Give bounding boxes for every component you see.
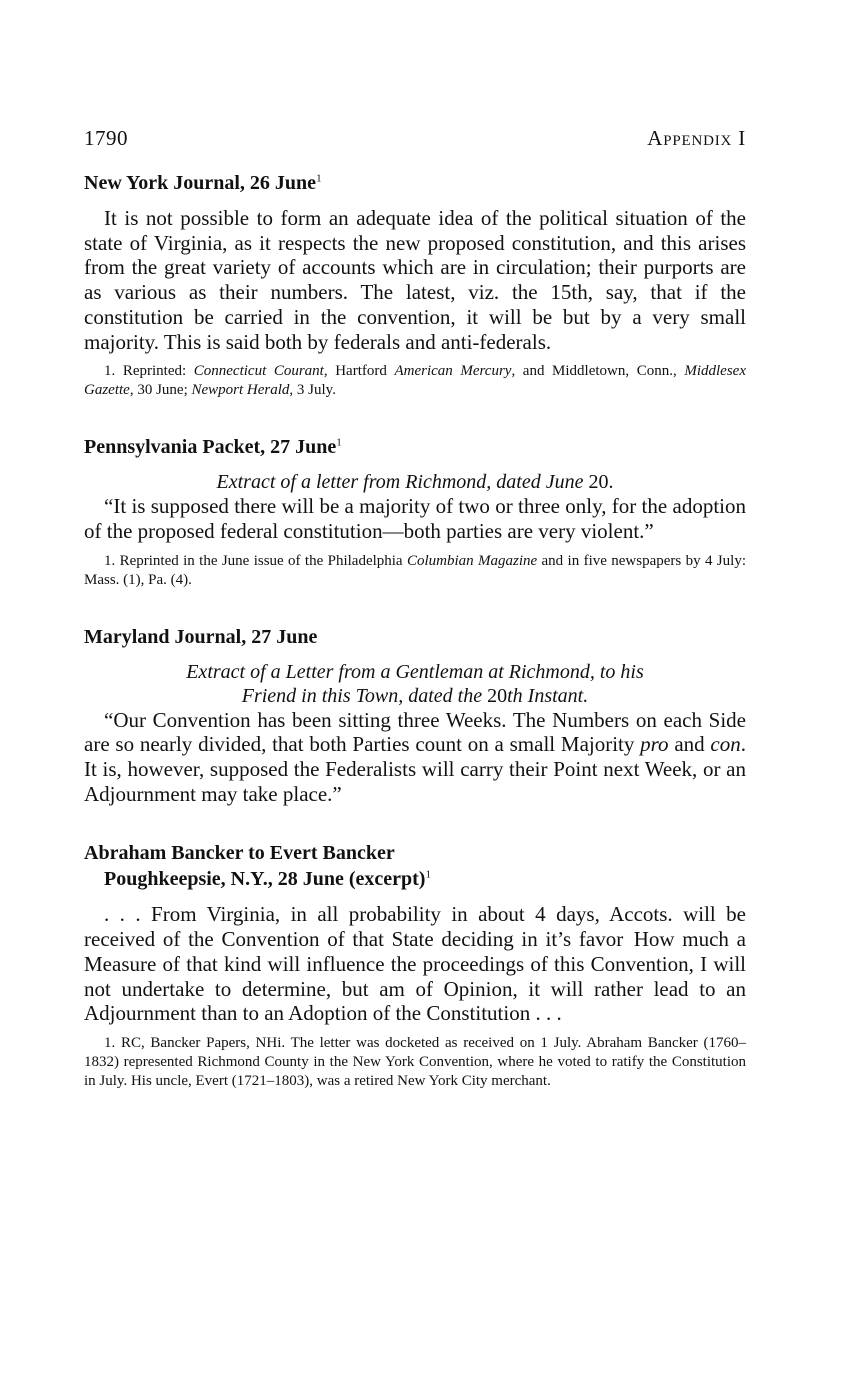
entry-title: Maryland Journal, 27 June <box>84 625 318 648</box>
entry-title: Pennsylvania Packet, 27 June$^1$ <box>84 436 342 459</box>
running-head: Appendix I <box>647 126 746 150</box>
entry-new-york-journal <box>84 170 746 400</box>
entry-body: “It is supposed there will be a majority of two or three only, for the adoption of the proposed federal constitution—both parties are very violent.” <box>84 494 746 543</box>
footnote: 1. Reprinted: Connecticut Courant, Hartford American Mercury, and Middletown, Conn., Middlesex Gazette, 30 June; Newport Herald, 3 July. <box>84 363 746 399</box>
extract-heading: Extract of a letter from Richmond, dated June 20. <box>216 471 614 494</box>
entry-maryland-journal <box>84 624 746 807</box>
extract-heading: Extract of a Letter from a Gentleman at Richmond, to his Friend in this Town, dated the 20th Instant. <box>186 660 644 707</box>
footnote-marker: 1 <box>425 868 431 881</box>
page-header <box>84 126 746 151</box>
page-number: 1790 <box>84 126 128 150</box>
entry-pennsylvania-packet <box>84 434 746 589</box>
entry-title: Abraham Bancker to Evert Bancker <box>84 842 395 865</box>
entry-title: New York Journal, 26 June$^1$ <box>84 172 322 194</box>
entry-body: It is not possible to form an adequate idea of the political situation of the state of Virginia, as it respects the new proposed constitution, and this arises from the great variety of accounts which are in circulation; their purports are as various as their numbers. The latest, viz. the 15th, say, that if the constitution be carried in the convention, it will be but by a very small majority. This is said both by federals and anti-federals. <box>84 206 746 354</box>
footnote-marker: 1 <box>316 172 322 185</box>
footnote: 1. Reprinted in the June issue of the Philadelphia Columbian Magazine and in five newspapers by 4 July: Mass. (1), Pa. (4). <box>84 552 746 588</box>
footnote: 1. RC, Bancker Papers, NHi. The letter was docketed as received on 1 July. Abraham Bancker (1760–1832) represented Richmond County in the New York Convention, where he voted to ratify the Constitution in July. His uncle, Evert (1721–1803), was a retired New York City merchant. <box>84 1034 746 1089</box>
page-content <box>84 170 746 1091</box>
entry-body: . . . From Virginia, in all probability in about 4 days, Accots. will be received of the Convention of that State deciding in it’s favor How much a Measure of that kind will influence the proceedings of this Convention, I will not undertake to determine, but am of Opinion, it will rather lead to an Adjournment than to an Adoption of the Constitution . . . <box>84 902 746 1026</box>
entry-bancker-letter <box>84 840 746 1091</box>
entry-subtitle: Poughkeepsie, N.Y., 28 June (excerpt)$^1$ <box>104 868 431 891</box>
footnote-marker: 1 <box>336 436 342 449</box>
entry-body: “Our Convention has been sitting three Weeks. The Numbers on each Side are so nearly divided, that both Parties count on a small Majority pro and con. It is, however, supposed the Federalists will carry their Point next Week, or an Adjournment may take place.” <box>84 707 746 806</box>
